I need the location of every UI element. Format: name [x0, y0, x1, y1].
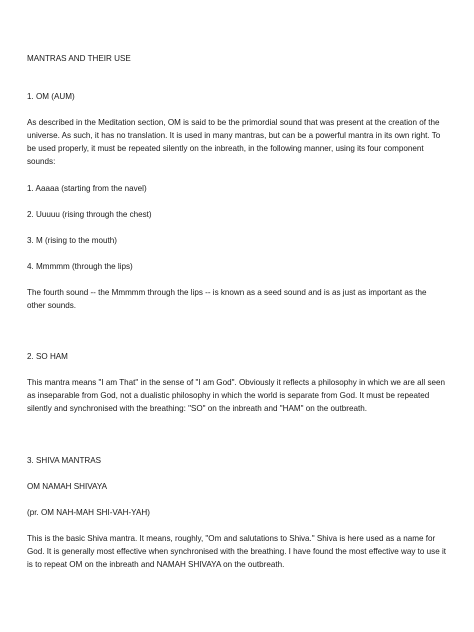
- section-heading-shiva: 3. SHIVA MANTRAS: [27, 455, 102, 465]
- section-paragraph-shiva: This is the basic Shiva mantra. It means, roughly, "Om and salutations to Shiva." Shiva is here used as a name for God. It is generally most effective when synchronised with the breathing. I have found the most effective way to use it is to repeat OM on the inbreath and NAMAH SHIVAYA on the outbreath.: [27, 533, 447, 569]
- mantra-text: OM NAMAH SHIVAYA: [27, 481, 108, 491]
- document-page: [27, 52, 447, 571]
- section-paragraph-seed-sound: The fourth sound -- the Mmmmm through the lips -- is known as a seed sound and is as just as important as the other sounds.: [27, 287, 427, 311]
- list-item: 2. Uuuuu (rising through the chest): [27, 209, 152, 219]
- section-paragraph-om: As described in the Meditation section, OM is said to be the primordial sound that was present at the creation of the universe. As such, it has no translation. It is used in many mantras, but can be a powerful mantra in its own right. To be used properly, it must be repeated silently on the inbreath, in the following manner, using its four component sounds:: [27, 118, 441, 167]
- document-title: MANTRAS AND THEIR USE: [27, 54, 131, 63]
- pronunciation-text: (pr. OM NAH-MAH SHI-VAH-YAH): [27, 507, 150, 517]
- section-paragraph-so-ham: This mantra means "I am That" in the sense of "I am God". Obviously it reflects a philosophy in which we are all seen as inseparable from God, not a dualistic philosophy in which the world is separate from God. It must be repeated silently and synchronised with the breathing: "SO" on the inbreath and "HAM" on the outbreath.: [27, 378, 446, 414]
- list-item: 3. M (rising to the mouth): [27, 235, 117, 245]
- section-heading-so-ham: 2. SO HAM: [27, 352, 68, 362]
- section-heading-om: 1. OM (AUM): [27, 92, 75, 102]
- list-item: 1. Aaaaa (starting from the navel): [27, 183, 147, 193]
- list-item: 4. Mmmmm (through the lips): [27, 261, 133, 271]
